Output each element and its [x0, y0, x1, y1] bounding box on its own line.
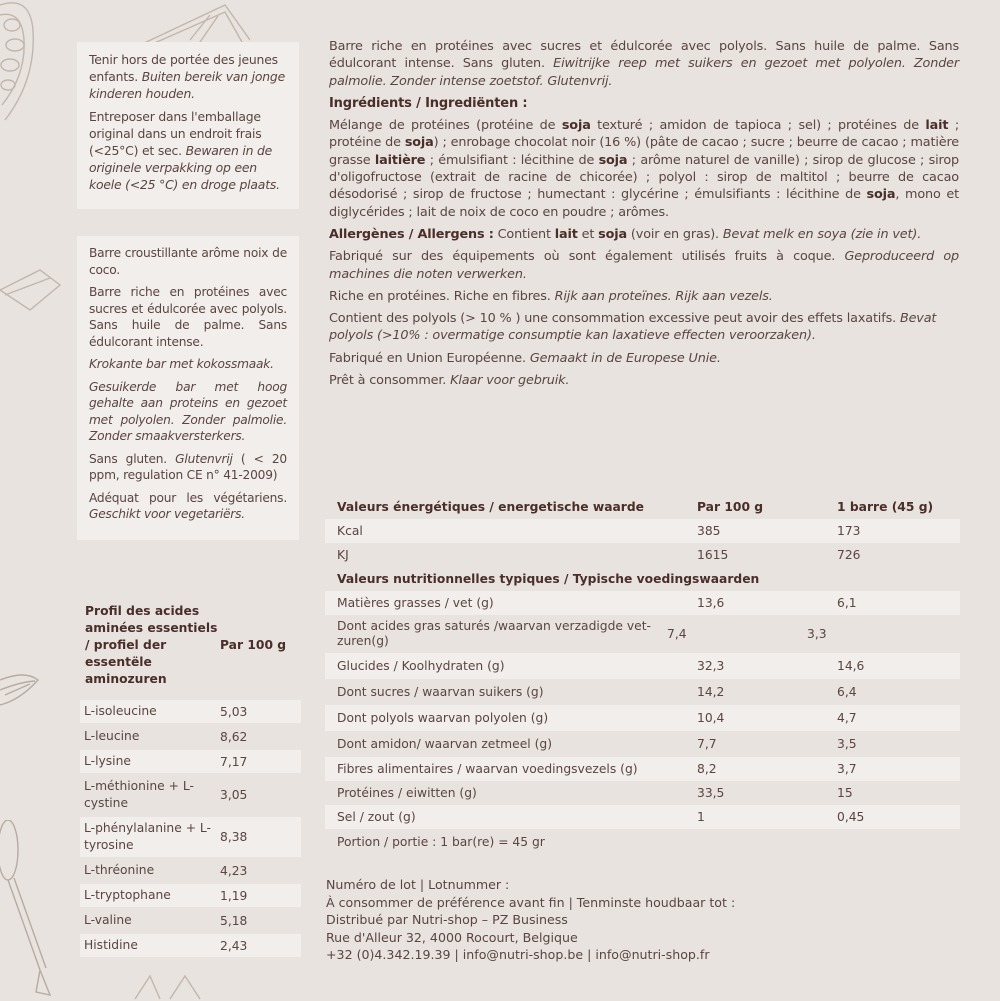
vegetarian-nl: Geschikt voor vegetariërs. [89, 507, 245, 521]
allergens-part: (voir en gras). [627, 226, 719, 242]
amino-acid-value: 2,43 [220, 938, 248, 953]
ingredient-text: Mélange de protéines (protéine de [329, 118, 562, 134]
value-per-100g: 7,7 [697, 737, 717, 751]
child-warning-nl: Buiten bereik van jonge kinderen houden. [89, 69, 286, 101]
nutrient-name: Fibres alimentaires / waarvan voedingsvezels (g) [337, 762, 638, 776]
note-fr: Riche en protéines. Riche en fibres. [329, 288, 551, 304]
portion-text: Portion / portie : 1 bar(re) = 45 gr [337, 834, 545, 849]
nutrition-row [325, 805, 960, 829]
intro-nl: Eiwitrijke reep met suikers en gezoet met polyolen. Zonder palmolie. Zonder intense zoetstof. Glutenvrij. [329, 56, 959, 89]
amino-acid-name: L-phénylalanine + L-tyrosine [84, 821, 211, 852]
footer-line: Numéro de lot | Lotnummer : [326, 877, 510, 892]
child-warning-fr: Tenir hors de portée des jeunes enfants. [89, 52, 278, 84]
value-per-100g: 8,2 [697, 762, 717, 776]
nutrition-row [325, 679, 960, 705]
nutrient-name: Sel / zout (g) [337, 810, 416, 824]
value-per-bar: 6,4 [837, 685, 857, 699]
nutrition-section-header [325, 567, 960, 591]
note-nl: Bevat polyols (>10% : overmatige consumptie kan laxatieve effecten veroorzaken). [329, 311, 937, 344]
storage-fr: Entreposer dans l'emballage original dans un endroit frais (<25°C) et sec. [89, 109, 262, 158]
product-description-fr: Barre riche en protéines avec sucres et édulcorée avec polyols. Sans huile de palme. Sans édulcorant intense. [89, 285, 287, 349]
amino-acid-name: L-méthionine + L-cystine [84, 779, 194, 810]
allergen-word: lait [925, 118, 949, 134]
gluten-free-nl: Glutenvrij [175, 451, 233, 466]
ingredient-text: texturé ; amidon de tapioca ; sel) ; protéines de [590, 118, 926, 134]
nutrition-header-label: Valeurs énergétiques / energetische waarde [337, 500, 645, 514]
note-fr: Prêt à consommer. [329, 373, 447, 389]
footer-line: À consommer de préférence avant fin | Tenminste houdbaar tot : [326, 894, 736, 910]
nutrition-row [325, 543, 960, 567]
amino-header-label: Profil des acides aminées essentiels / profiel der essentële aminozuren [85, 604, 218, 686]
product-description-nl: Gesuikerde bar met hoog gehalte aan proteins en gezoet met polyolen. Zonder palmolie. Zonder smaakversterkers. [89, 379, 287, 443]
nutrition-row [325, 653, 960, 679]
nutrition-row [325, 757, 960, 781]
ingredient-text: , mono et diglycérides ; lait de noix de coco en poudre ; arômes. [329, 187, 959, 220]
child-warning-text [89, 51, 287, 102]
nutrition-header-perbar: 1 barre (45 g) [837, 500, 934, 514]
vegetarian-fr: Adéquat pour les végétariens. [89, 490, 287, 505]
gluten-free-fr: Sans gluten. [89, 451, 167, 466]
amino-acid-name: L-leucine [84, 729, 140, 743]
amino-header-row [80, 603, 301, 688]
value-per-bar: 3,3 [807, 627, 827, 641]
nutrition-row [325, 781, 960, 805]
amino-acid-name: Histidine [84, 938, 138, 952]
amino-acid-value: 4,23 [220, 863, 248, 878]
allergen-word: soja [598, 152, 628, 168]
allergen-word: laitière [374, 152, 426, 168]
note-fr: Fabriqué sur des équipements où sont également utilisés fruits à coque. [329, 249, 836, 265]
nutrient-name: Dont polyols waarvan polyolen (g) [337, 711, 549, 725]
nutrition-row [325, 591, 960, 615]
note-fr: Contient des polyols (> 10 % ) une consommation excessive peut avoir des effets laxatifs. [329, 311, 897, 327]
value-per-100g: 1615 [697, 548, 729, 562]
value-per-bar: 173 [837, 524, 861, 538]
nutrient-name: Protéines / eiwitten (g) [337, 786, 477, 800]
value-per-bar: 4,7 [837, 711, 857, 725]
amino-acid-value: 1,19 [220, 888, 248, 903]
amino-acid-name: L-tryptophane [84, 888, 171, 902]
nutrition-row [325, 705, 960, 731]
amino-acid-value: 7,17 [220, 754, 248, 769]
product-name-nl: Krokante bar met kokossmaak. [89, 357, 274, 371]
nutrient-name: Glucides / Koolhydraten (g) [337, 659, 505, 673]
value-per-100g: 10,4 [697, 711, 725, 725]
amino-acid-name: L-lysine [84, 754, 131, 768]
note-ready-to-eat [329, 372, 959, 389]
vegetarian-text [89, 490, 287, 523]
storage-warning-card [77, 42, 299, 209]
value-per-bar: 3,5 [837, 737, 857, 751]
amino-row [80, 817, 301, 857]
nutrition-row [325, 731, 960, 757]
allergen-soy: soja [598, 226, 628, 242]
amino-row [80, 725, 301, 748]
nutrition-table [325, 495, 960, 854]
ingredient-text: ; protéine de [329, 118, 959, 151]
amino-row [80, 859, 301, 882]
portion-row [325, 829, 960, 854]
allergen-milk: lait [554, 226, 578, 242]
allergens-nl: Bevat melk en soya (zie in vet). [722, 226, 922, 242]
nutrient-name: Matières grasses / vet (g) [337, 596, 494, 610]
note-polyols [329, 310, 959, 345]
value-per-100g: 7,4 [667, 627, 687, 641]
nutrition-row [325, 519, 960, 543]
intro-fr: Barre riche en protéines avec sucres et édulcorée avec polyols. Sans huile de palme. Sans édulcorant intense. Sans gluten. [329, 39, 959, 72]
value-per-100g: 385 [697, 524, 721, 538]
amino-acid-value: 5,03 [220, 704, 248, 719]
allergens-label: Allergènes / Allergens : [329, 226, 494, 242]
ingredients-heading: Ingrédients / Ingrediënten : [329, 95, 528, 111]
amino-row [80, 909, 301, 932]
cocoa-pod-sketch-illustration [0, 660, 80, 760]
value-per-100g: 33,5 [697, 786, 725, 800]
storage-text [89, 108, 287, 193]
nutrient-name: KJ [337, 548, 349, 562]
allergen-word: soja [561, 118, 591, 134]
intro-text [329, 38, 959, 90]
note-fr: Fabriqué en Union Européenne. [329, 350, 526, 366]
amino-acid-value: 8,38 [220, 830, 248, 844]
amino-row [80, 775, 301, 815]
ingredient-text: ; arôme naturel de vanille) ; sirop de glucose ; sirop d'oligofructose (extrait de racine de chicorée) ; polyol : sirop de maltitol ; beurre de cacao désodorisé ; sirop de fructose ; humectant : glycérine ; émulsifiants : lécithine de [329, 152, 959, 203]
note-nl: Rijk aan proteïnes. Rijk aan vezels. [554, 288, 773, 304]
value-per-100g: 13,6 [697, 596, 725, 610]
nutrient-name: Dont sucres / waarvan suikers (g) [337, 685, 544, 699]
nutrition-header-per100: Par 100 g [697, 500, 764, 514]
product-info-column [329, 38, 959, 394]
product-description-card [77, 236, 299, 540]
storage-nl: Bewaren in de originele verpakking op een koele (<25 °C) en droge plaats. [89, 143, 280, 192]
note-nl: Klaar voor gebruik. [450, 373, 570, 389]
nutrient-name: Dont amidon/ waarvan zetmeel (g) [337, 737, 552, 751]
value-per-100g: 14,2 [697, 685, 725, 699]
value-per-bar: 726 [837, 548, 861, 562]
allergen-word: soja [866, 187, 896, 203]
footer-line: +32 (0)4.342.19.39 | info@nutri-shop.be | info@nutri-shop.fr [326, 947, 710, 963]
value-per-bar: 15 [837, 786, 853, 800]
amino-acid-name: L-thréonine [84, 863, 155, 877]
amino-row [80, 934, 301, 957]
allergens-text [329, 226, 959, 243]
amino-acid-name: L-valine [84, 913, 132, 927]
leaf-sketch-illustration [0, 200, 80, 340]
nutrition-row [325, 615, 960, 653]
value-per-bar: 0,45 [837, 810, 865, 824]
note-nl: Gemaakt in de Europese Unie. [529, 350, 721, 366]
ingredient-text: ) ; enrobage chocolat noir (16 %) (pâte de cacao ; sucre ; beurre de cacao ; matière grasse [329, 135, 959, 168]
footer-line: Rue d'Alleur 32, 4000 Rocourt, Belgique [326, 929, 578, 945]
ingredient-text: ; émulsifiant : lécithine de [425, 152, 599, 168]
bottom-sketch-illustration [130, 971, 230, 1001]
amino-acid-value: 3,05 [220, 788, 248, 802]
value-per-100g: 1 [697, 810, 705, 824]
amino-acid-value: 8,62 [220, 729, 248, 744]
amino-header-value: Par 100 g [220, 638, 287, 652]
nutrition-header-row [325, 495, 960, 519]
value-per-bar: 6,1 [837, 596, 857, 610]
allergens-part: et [577, 226, 599, 242]
amino-acid-table [80, 603, 301, 959]
amino-row [80, 750, 301, 773]
amino-row [80, 700, 301, 723]
gluten-free-text [89, 451, 287, 484]
footer-line: Distribué par Nutri-shop – PZ Business [326, 912, 568, 928]
nutrient-name: Dont acides gras saturés /waarvan verzadigde vet-zuren(g) [337, 619, 651, 648]
nutrient-name: Kcal [337, 524, 363, 538]
note-nuts [329, 248, 959, 283]
allergen-word: soja [404, 135, 434, 151]
ingredients-text [329, 117, 959, 221]
gluten-regulation: ( < 20 ppm, regulation CE n° 41-2009) [89, 451, 287, 482]
note-made-in-eu [329, 350, 959, 367]
note-nl: Geproduceerd op machines die noten verwerken. [329, 249, 959, 282]
allergens-part: Contient [493, 226, 555, 242]
amino-acid-name: L-isoleucine [84, 704, 157, 718]
spoon-sketch-illustration [0, 820, 80, 1000]
value-per-100g: 32,3 [697, 659, 725, 673]
nutrition-section-label: Valeurs nutritionnelles typiques / Typische voedingswaarden [337, 572, 760, 586]
amino-acid-value: 5,18 [220, 913, 248, 928]
amino-row [80, 884, 301, 907]
note-protein-fibre [329, 288, 959, 305]
value-per-bar: 3,7 [837, 762, 857, 776]
product-name-fr: Barre croustillante arôme noix de coco. [89, 246, 287, 277]
distributor-footer [326, 876, 735, 964]
value-per-bar: 14,6 [837, 659, 865, 673]
